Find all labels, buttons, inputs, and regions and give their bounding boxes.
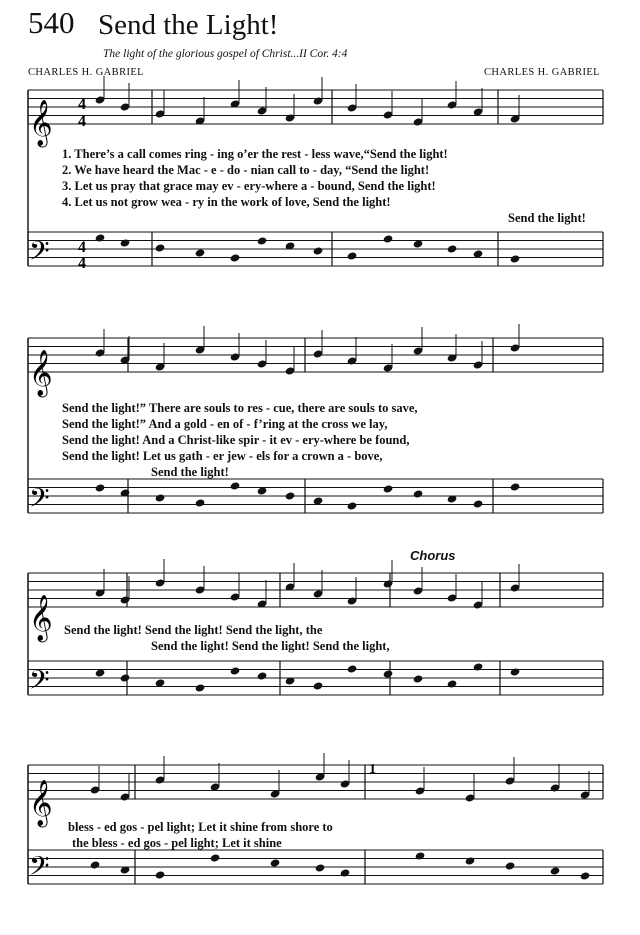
time-signature-bottom: 4 <box>78 255 86 272</box>
hymn-number: 540 <box>28 5 75 40</box>
echo-line-1: Send the light! <box>508 211 586 225</box>
treble-clef-icon: 𝄞 <box>29 780 53 826</box>
note-head <box>313 681 324 690</box>
note-head <box>340 868 351 877</box>
first-ending-number: 1 <box>369 762 376 777</box>
treble-clef-icon: 𝄞 <box>29 595 53 641</box>
verse-1-line-1: 1. There’s a call comes ring - ing o’er the rest - less wave,“Send the light! <box>62 147 448 161</box>
note-head <box>473 499 484 508</box>
verse-2-line-2: Send the light!” And a gold - en of - f’ring at the cross we lay, <box>62 417 388 431</box>
time-signature-top: 4 <box>78 239 86 256</box>
verse-2-line-1: 2. We have heard the Mac - e - do - nian call to - day, “Send the light! <box>62 163 430 177</box>
note-head <box>510 254 521 263</box>
verse-3-line-2: Send the light! And a Christ-like spir - it ev - ery-where be found, <box>62 433 410 447</box>
note-head <box>383 484 394 493</box>
note-head <box>383 234 394 243</box>
scripture-reference: The light of the glorious gospel of Christ...II Cor. 4:4 <box>103 48 348 60</box>
note-head <box>413 674 424 683</box>
hymn-title: Send the Light! <box>98 9 279 41</box>
note-head <box>90 860 101 869</box>
note-head <box>285 491 296 500</box>
note-head <box>505 861 516 870</box>
music-credit: CHARLES H. GABRIEL <box>484 67 600 78</box>
note-head <box>447 679 458 688</box>
note-head <box>447 244 458 253</box>
time-signature-bottom: 4 <box>78 113 86 130</box>
note-head <box>270 858 281 867</box>
note-head <box>510 482 521 491</box>
bass-clef-icon: 𝄢 <box>29 482 50 520</box>
note-head <box>473 662 484 671</box>
note-head <box>510 667 521 676</box>
note-head <box>195 683 206 692</box>
verse-3-line-1: 3. Let us pray that grace may ev - ery-where a - bound, Send the light! <box>62 179 436 193</box>
note-head <box>155 493 166 502</box>
chorus-lower-line-2: the bless - ed gos - pel light; Let it shine <box>72 836 282 850</box>
note-head <box>230 481 241 490</box>
note-head <box>195 248 206 257</box>
verse-1-line-2: Send the light!” There are souls to res - cue, there are souls to save, <box>62 401 418 415</box>
note-head <box>230 253 241 262</box>
bass-clef-icon: 𝄢 <box>29 235 50 273</box>
chorus-lower-line-1: Send the light! Send the light! Send the light, <box>151 639 390 653</box>
note-head <box>347 501 358 510</box>
chorus-label: Chorus <box>410 548 456 563</box>
treble-clef-icon: 𝄞 <box>29 350 53 396</box>
note-head <box>347 664 358 673</box>
verse-4-line-1: 4. Let us not grow wea - ry in the work of love, Send the light! <box>62 195 391 209</box>
note-head <box>95 483 106 492</box>
note-head <box>413 489 424 498</box>
note-head <box>210 853 221 862</box>
echo-line-2: Send the light! <box>151 465 229 479</box>
time-signature-top: 4 <box>78 96 86 113</box>
bass-clef-icon: 𝄢 <box>29 664 50 702</box>
note-head <box>315 863 326 872</box>
note-head <box>415 851 426 860</box>
note-head <box>230 666 241 675</box>
verse-4-line-2: Send the light! Let us gath - er jew - els for a crown a - bove, <box>62 449 383 463</box>
note-head <box>347 251 358 260</box>
note-head <box>155 870 166 879</box>
note-head <box>465 856 476 865</box>
note-head <box>120 673 131 682</box>
note-head <box>257 671 268 680</box>
note-head <box>580 871 591 880</box>
note-head <box>95 233 106 242</box>
words-credit: CHARLES H. GABRIEL <box>28 67 144 78</box>
treble-clef-icon: 𝄞 <box>29 100 53 146</box>
note-head <box>383 669 394 678</box>
note-head <box>195 498 206 507</box>
note-head <box>550 866 561 875</box>
chorus-upper-line-2: bless - ed gos - pel light; Let it shine from shore to <box>68 820 333 834</box>
bass-clef-icon: 𝄢 <box>29 850 50 888</box>
note-head <box>155 243 166 252</box>
note-head <box>257 236 268 245</box>
note-head <box>120 238 131 247</box>
chorus-upper-line-1: Send the light! Send the light! Send the light, the <box>64 623 323 637</box>
note-head <box>313 246 324 255</box>
